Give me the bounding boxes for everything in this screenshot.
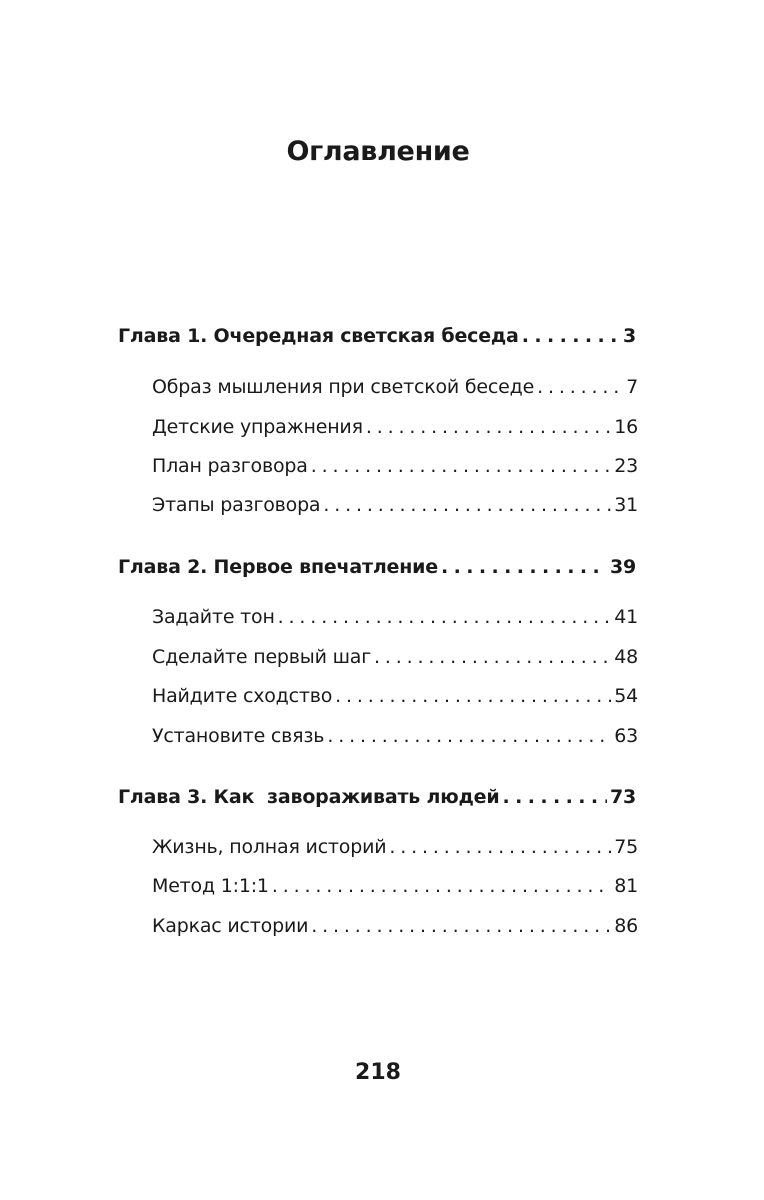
toc-page-number: 75 xyxy=(614,836,638,858)
toc-section-label: Найдите сходство xyxy=(152,685,333,707)
toc-chapter-label: Глава 1. Очередная светская беседа xyxy=(118,325,519,347)
toc-section[interactable] xyxy=(152,376,638,398)
toc-section-label: Образ мышления при светской беседе xyxy=(152,376,535,398)
dot-leader xyxy=(311,455,612,477)
toc-section-label: Каркас истории xyxy=(152,915,309,937)
dot-leader xyxy=(311,915,611,937)
toc-section[interactable] xyxy=(152,416,638,438)
toc-page-number: 7 xyxy=(626,376,638,398)
toc-section[interactable] xyxy=(152,725,638,747)
toc-page-number: 86 xyxy=(614,915,638,937)
toc-section[interactable] xyxy=(152,836,638,858)
toc-section-label: Задайте тон xyxy=(152,606,275,628)
dot-leader xyxy=(389,836,611,858)
dot-leader xyxy=(327,725,611,747)
toc-chapter-label: Глава 3. Как завораживать людей xyxy=(118,786,500,808)
page-title: Оглавление xyxy=(286,136,470,167)
toc-chapter-1[interactable] xyxy=(118,325,636,347)
toc-section[interactable] xyxy=(152,875,638,897)
toc-page-number: 3 xyxy=(622,325,636,347)
toc-section[interactable] xyxy=(152,646,638,668)
dot-leader xyxy=(502,786,607,808)
toc-section[interactable] xyxy=(152,494,638,516)
toc-page-number: 54 xyxy=(614,685,638,707)
dot-leader xyxy=(537,376,623,398)
toc-section[interactable] xyxy=(152,915,638,937)
toc-section[interactable] xyxy=(152,606,638,628)
toc-page-number: 63 xyxy=(614,725,638,747)
dot-leader xyxy=(272,875,611,897)
toc-page-number: 73 xyxy=(609,786,636,808)
toc-section-label: Жизнь, полная историй xyxy=(152,836,387,858)
toc-page-number: 81 xyxy=(614,875,638,897)
toc-section-label: Установите связь xyxy=(152,725,325,747)
toc-section[interactable] xyxy=(152,455,638,477)
toc-section-label: Метод 1:1:1 xyxy=(152,875,269,897)
toc-page-number: 48 xyxy=(614,646,638,668)
toc-page-number: 23 xyxy=(614,455,638,477)
dot-leader xyxy=(335,685,611,707)
dot-leader xyxy=(441,556,607,578)
toc-chapter-label: Глава 2. Первое впечатление xyxy=(118,556,438,578)
toc-section[interactable] xyxy=(152,685,638,707)
dot-leader xyxy=(374,646,611,668)
dot-leader xyxy=(366,416,611,438)
toc-chapter-2[interactable] xyxy=(118,556,636,578)
toc-page-number: 31 xyxy=(614,494,638,516)
toc-page-number: 16 xyxy=(614,416,638,438)
toc-page-number: 39 xyxy=(609,556,636,578)
dot-leader xyxy=(278,606,612,628)
dot-leader xyxy=(323,494,611,516)
toc-chapter-3[interactable] xyxy=(118,786,636,808)
page-number: 218 xyxy=(355,1060,401,1085)
toc-section-label: Сделайте первый шаг xyxy=(152,646,371,668)
toc-page-number: 41 xyxy=(614,606,638,628)
dot-leader xyxy=(522,325,620,347)
toc-section-label: Детские упражнения xyxy=(152,416,363,438)
toc-section-label: Этапы разговора xyxy=(152,494,321,516)
toc-section-label: План разговора xyxy=(152,455,308,477)
